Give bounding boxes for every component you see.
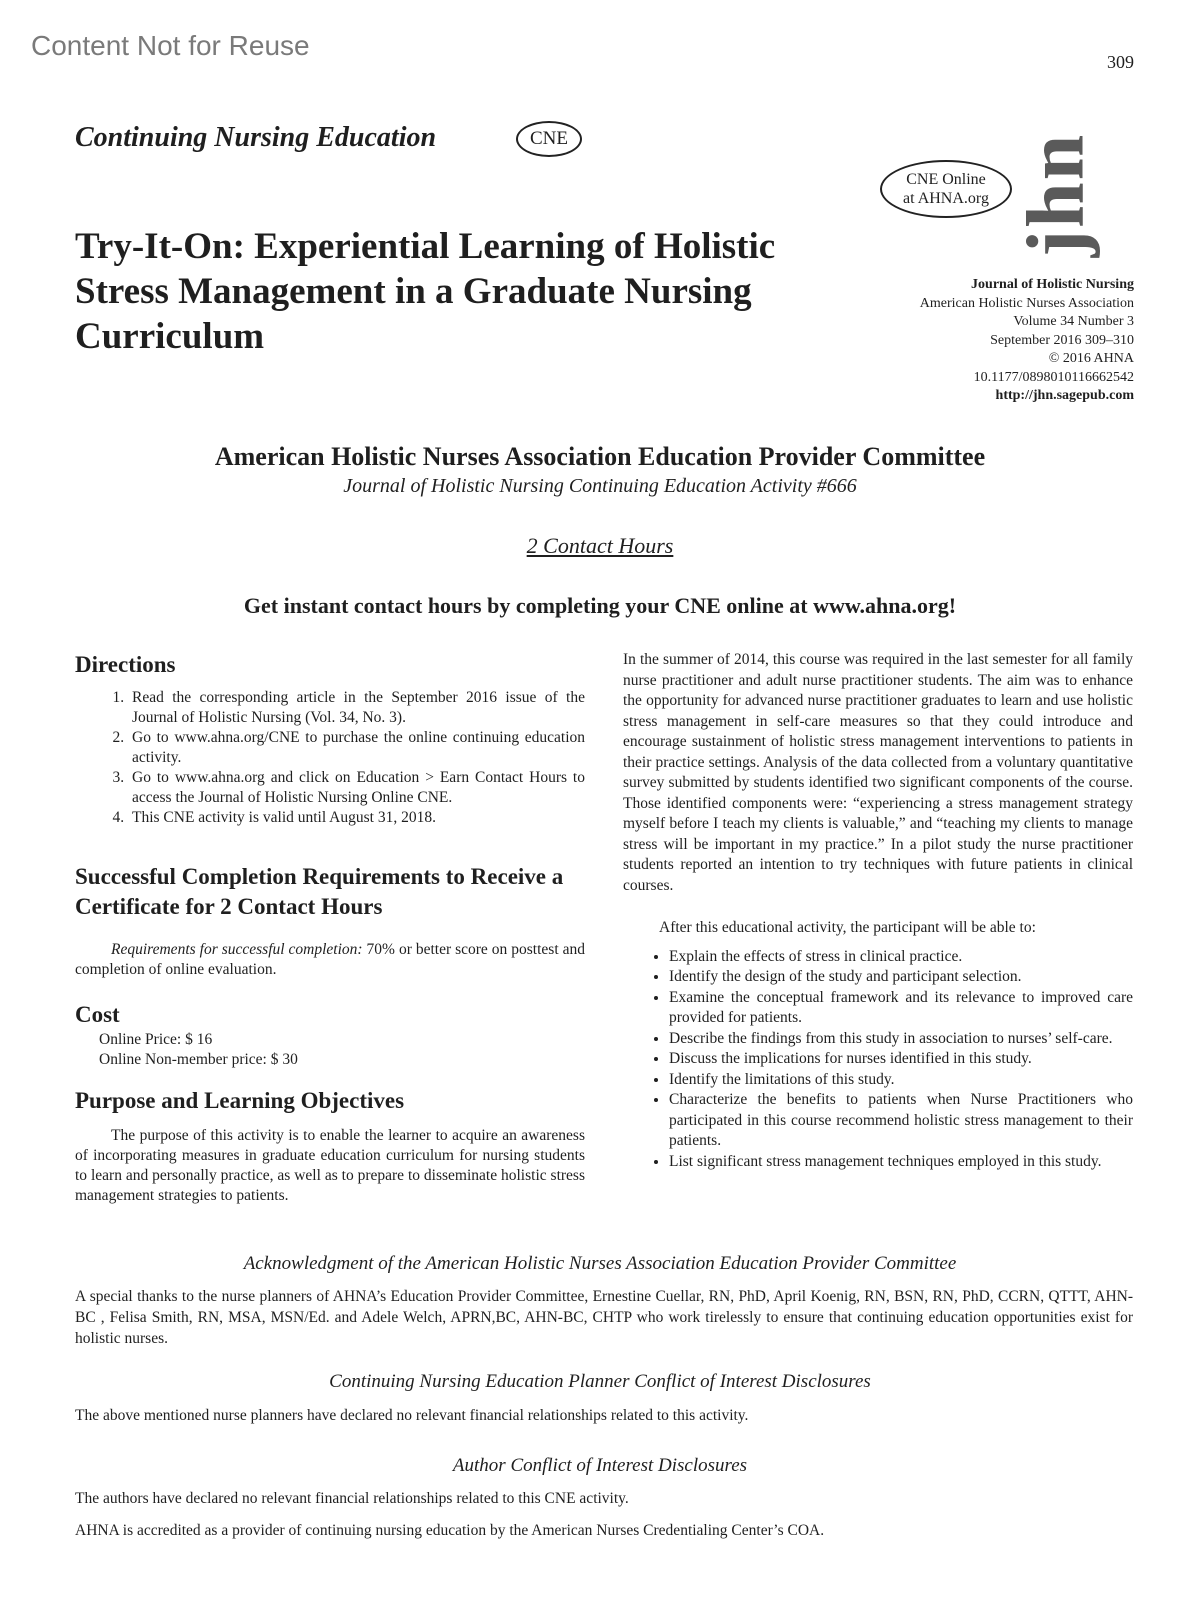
committee-heading: American Holistic Nurses Association Education Provider Committee: [214, 442, 986, 471]
jhn-logo-text: jhn: [1009, 132, 1101, 258]
directions-item: 3. Go to www.ahna.org and click on Education > Earn Contact Hours to access the Journal of Holistic Nursing Online CNE.: [128, 768, 585, 808]
instant-hours-callout: Get instant contact hours by completing your CNE online at www.ahna.org!: [243, 593, 957, 618]
author-disclosures-text: The authors have declared no relevant financial relationships related to this CNE activity.: [75, 1490, 629, 1507]
cne-online-line1: CNE Online: [906, 171, 986, 188]
journal-name: Journal of Holistic Nursing: [971, 277, 1134, 292]
objective-item: • Examine the conceptual framework and its relevance to improved care provided for patients.: [669, 988, 1133, 1029]
objective-item: • Discuss the implications for nurses identified in this study.: [669, 1049, 1133, 1070]
left-column: [75, 650, 585, 1206]
accreditation-statement: AHNA is accredited as a provider of continuing nursing education by the American Nurses Credentialing Center’s COA.: [75, 1522, 825, 1539]
contact-hours: 2 Contact Hours: [526, 533, 674, 558]
purpose-heading: Purpose and Learning Objectives: [75, 1088, 405, 1113]
objective-item: • List significant stress management techniques employed in this study.: [669, 1152, 1133, 1173]
completion-requirements: [75, 940, 585, 980]
directions-item: 4. This CNE activity is valid until August 31, 2018.: [128, 808, 585, 828]
acknowledgment-heading: Acknowledgment of the American Holistic Nurses Association Education Provider Committee: [243, 1253, 957, 1274]
journal-doi: 10.1177/0898010116662542: [973, 369, 1134, 385]
directions-heading: Directions: [75, 652, 176, 677]
journal-info: [854, 276, 1134, 406]
cne-online-line2: at AHNA.org: [903, 190, 989, 207]
non-member-price: Online Non-member price: $ 30: [99, 1051, 298, 1068]
completion-heading: Successful Completion Requirements to Receive a Certificate for 2 Contact Hours: [75, 864, 564, 919]
cne-badge-label: CNE: [530, 128, 568, 149]
article-title: Try-It-On: Experiential Learning of Holistic Stress Management in a Graduate Nursing Curriculum: [75, 226, 776, 357]
journal-copyright: © 2016 AHNA: [1048, 351, 1134, 366]
completion-label: Requirements for successful completion:: [111, 941, 363, 958]
page-number: 309: [1107, 52, 1134, 72]
directions-item: 2. Go to www.ahna.org/CNE to purchase the online continuing education activity.: [128, 728, 585, 768]
series-title: Continuing Nursing Education: [75, 122, 437, 153]
cost-heading: Cost: [75, 1002, 120, 1027]
objective-item: • Describe the findings from this study in association to nurses’ self-care.: [669, 1029, 1133, 1050]
cne-badge: [516, 121, 582, 157]
objectives-list: [623, 947, 1133, 1173]
objectives-intro: After this educational activity, the participant will be able to:: [659, 919, 1036, 936]
planner-disclosures-heading: Continuing Nursing Education Planner Conflict of Interest Disclosures: [329, 1371, 871, 1392]
objective-item: • Identify the limitations of this study.: [669, 1070, 1133, 1091]
journal-volume: Volume 34 Number 3: [1013, 314, 1134, 329]
purpose-text: The purpose of this activity is to enable the learner to acquire an awareness of incorporating measures in graduate education curriculum for nursing students to learn and personally practice, as well as to prepare to disseminate holistic stress management strategies to patients.: [75, 1127, 585, 1204]
objective-item: • Identify the design of the study and participant selection.: [669, 967, 1133, 988]
directions-item: 1. Read the corresponding article in the September 2016 issue of the Journal of Holistic Nursing (Vol. 34, No. 3).: [128, 688, 585, 728]
watermark: Content Not for Reuse: [31, 30, 310, 61]
journal-url[interactable]: http://jhn.sagepub.com: [995, 388, 1134, 403]
journal-date-pages: September 2016 309–310: [990, 332, 1134, 348]
objective-item: • Characterize the benefits to patients when Nurse Practitioners who participated in this course recommend holistic stress management to their patients.: [669, 1090, 1133, 1152]
planner-disclosures-text: The above mentioned nurse planners have declared no relevant financial relationships related to this activity.: [75, 1407, 749, 1424]
journal-association: American Holistic Nurses Association: [919, 295, 1134, 311]
cne-online-badge[interactable]: [880, 160, 1012, 218]
right-column: [623, 650, 1133, 1172]
jhn-logo: [1009, 120, 1101, 270]
completion-text: 70% or better score on posttest and completion of online evaluation.: [75, 941, 585, 978]
activity-subtitle: Journal of Holistic Nursing Continuing Education Activity #666: [343, 475, 857, 497]
author-disclosures-heading: Author Conflict of Interest Disclosures: [452, 1455, 748, 1476]
course-summary: In the summer of 2014, this course was required in the last semester for all family nurse practitioner and adult nurse practitioner students. The aim was to enhance the opportunity for advanced nurse practitioner graduates to learn and use holistic stress management in self-care measures so that they could introduce and encourage sustainment of holistic stress management interventions to patients in their practice settings. Analysis of the data collected from a voluntary quantitative survey submitted by students identified two significant components of the course. Those identified components were: “experiencing a stress management strategy myself before I teach my clients is valuable,” and “teaching my clients to manage stress will be important in my practice.” In a pilot study the nurse practitioner students reported an intention to try techniques with future patients in clinical courses.: [623, 651, 1133, 894]
objective-item: • Explain the effects of stress in clinical practice.: [669, 947, 1133, 968]
directions-list: [75, 688, 585, 828]
acknowledgment-text: A special thanks to the nurse planners of AHNA’s Education Provider Committee, Ernestine Cuellar, RN, PhD, April Koenig, RN, BSN, RN, PhD, CCRN, QTTT, AHN-BC , Felisa Smith, RN, MSA, MSN/Ed. and Adele Welch, APRN,BC, AHN-BC, CHTP who work tirelessly to ensure that continuing education opportunities exist for holistic nurses.: [75, 1288, 1133, 1347]
online-price: Online Price: $ 16: [99, 1031, 213, 1048]
